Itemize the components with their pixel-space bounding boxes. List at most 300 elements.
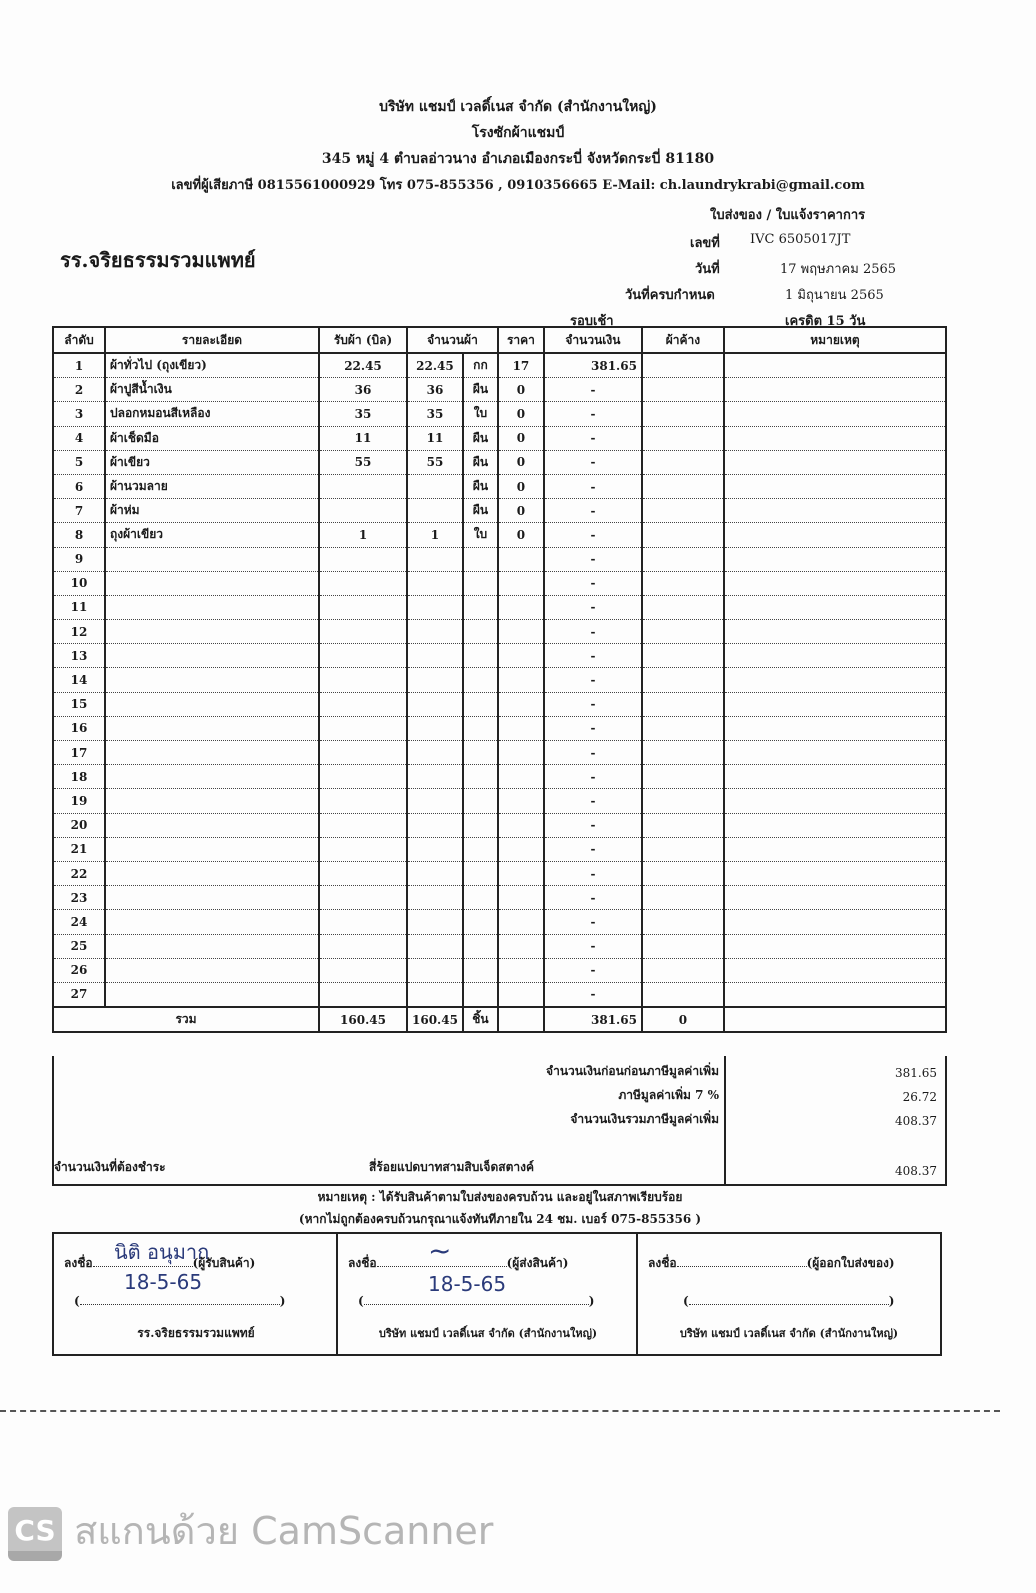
cell-desc: ปลอกหมอนสีเหลือง xyxy=(105,402,319,426)
cell-remark xyxy=(724,886,946,910)
cell-remark xyxy=(724,499,946,523)
cell-desc xyxy=(105,958,319,982)
sig-org: บริษัท แชมป์ เวลดิ์เนส จำกัด (สำนักงานใหญ่) xyxy=(378,1327,598,1340)
vat-value: 26.72 xyxy=(902,1090,937,1104)
cell-price xyxy=(498,861,544,885)
cell-desc xyxy=(105,644,319,668)
cell-qty xyxy=(407,765,463,789)
table-header xyxy=(53,327,946,353)
table-row xyxy=(53,765,946,789)
cell-remark xyxy=(724,450,946,474)
cell-pending xyxy=(642,861,724,885)
cell-recv: 22.45 xyxy=(319,353,407,378)
cell-unit: ผืน xyxy=(463,474,498,498)
cell-no: 19 xyxy=(53,789,105,813)
summary-box xyxy=(52,1056,947,1186)
cell-unit xyxy=(463,765,498,789)
table-row xyxy=(53,595,946,619)
cell-desc: ผ้าทั่วไป (ถุงเขียว) xyxy=(105,353,319,378)
header-recv: รับผ้า (บิล) xyxy=(319,327,407,353)
cell-recv xyxy=(319,886,407,910)
cell-unit: ผืน xyxy=(463,499,498,523)
cell-qty xyxy=(407,861,463,885)
cell-recv: 35 xyxy=(319,402,407,426)
cell-pending xyxy=(642,886,724,910)
cell-desc xyxy=(105,716,319,740)
cell-qty: 35 xyxy=(407,402,463,426)
cell-desc: ผ้าปูสีน้ำเงิน xyxy=(105,378,319,402)
total-pending: 0 xyxy=(642,1007,724,1032)
doc-due: 1 มิถุนายน 2565 xyxy=(785,288,884,303)
cell-unit xyxy=(463,571,498,595)
cell-desc xyxy=(105,886,319,910)
cell-no: 24 xyxy=(53,910,105,934)
cell-no: 5 xyxy=(53,450,105,474)
cell-qty xyxy=(407,620,463,644)
cell-recv xyxy=(319,741,407,765)
cell-pending xyxy=(642,547,724,571)
company-contact: เลขที่ผู้เสียภาษี 0815561000929 โทร 075-855356 , 0910356665 E-Mail: ch.laundrykrabi@gmail.com xyxy=(171,178,865,193)
sig-handwritten-name: นิติ อนุมาก xyxy=(114,1240,210,1264)
signature-box-issuer: ลงชื่อ (ผู้ออกใบส่งของ) ( ) บริษัท แชมป์ เวลดิ์เนส จำกัด (สำนักงานใหญ่) xyxy=(636,1232,942,1356)
cell-remark xyxy=(724,934,946,958)
cell-desc: ผ้าเช็ดมือ xyxy=(105,426,319,450)
cell-amount: - xyxy=(544,837,642,861)
cell-recv xyxy=(319,668,407,692)
cell-amount: - xyxy=(544,934,642,958)
cell-qty xyxy=(407,644,463,668)
cell-desc xyxy=(105,668,319,692)
cell-recv xyxy=(319,910,407,934)
table-row xyxy=(53,837,946,861)
cell-remark xyxy=(724,910,946,934)
total-recv: 160.45 xyxy=(319,1007,407,1032)
table-row xyxy=(53,861,946,885)
cell-price xyxy=(498,982,544,1007)
vat-label: ภาษีมูลค่าเพิ่ม 7 % xyxy=(618,1088,719,1102)
cell-qty: 22.45 xyxy=(407,353,463,378)
cell-recv xyxy=(319,813,407,837)
customer-name: รร.จริยธรรมรวมแพทย์ xyxy=(60,248,256,272)
cell-unit: ผืน xyxy=(463,450,498,474)
cell-recv xyxy=(319,716,407,740)
cell-no: 9 xyxy=(53,547,105,571)
cell-desc: ถุงผ้าเขียว xyxy=(105,523,319,547)
pre-vat-value: 381.65 xyxy=(895,1066,937,1080)
cell-price: 0 xyxy=(498,523,544,547)
camscanner-watermark xyxy=(8,1500,493,1561)
table-row xyxy=(53,789,946,813)
cell-price xyxy=(498,547,544,571)
cell-amount: 381.65 xyxy=(544,353,642,378)
cell-amount: - xyxy=(544,523,642,547)
cell-qty: 36 xyxy=(407,378,463,402)
cell-pending xyxy=(642,910,724,934)
cell-amount: - xyxy=(544,595,642,619)
cell-remark xyxy=(724,402,946,426)
cell-no: 12 xyxy=(53,620,105,644)
cell-remark xyxy=(724,474,946,498)
cell-pending xyxy=(642,789,724,813)
cell-amount: - xyxy=(544,620,642,644)
cell-pending xyxy=(642,934,724,958)
sig-role: (ผู้ออกใบส่งของ) xyxy=(806,1256,895,1270)
cell-pending xyxy=(642,692,724,716)
cell-price xyxy=(498,571,544,595)
cell-desc xyxy=(105,741,319,765)
cell-no: 26 xyxy=(53,958,105,982)
cell-no: 17 xyxy=(53,741,105,765)
cell-qty: 11 xyxy=(407,426,463,450)
header-amount: จำนวนเงิน xyxy=(544,327,642,353)
cell-qty xyxy=(407,499,463,523)
cell-pending xyxy=(642,523,724,547)
cell-desc xyxy=(105,934,319,958)
sig-prefix: ลงชื่อ xyxy=(648,1256,677,1270)
cell-price xyxy=(498,789,544,813)
table-row xyxy=(53,813,946,837)
cell-pending xyxy=(642,741,724,765)
cell-price xyxy=(498,934,544,958)
cell-pending xyxy=(642,450,724,474)
cell-remark xyxy=(724,378,946,402)
cell-pending xyxy=(642,402,724,426)
table-row xyxy=(53,982,946,1007)
cell-recv xyxy=(319,595,407,619)
table-row xyxy=(53,620,946,644)
table-row xyxy=(53,426,946,450)
cell-no: 27 xyxy=(53,982,105,1007)
cell-amount: - xyxy=(544,765,642,789)
cell-desc xyxy=(105,547,319,571)
cell-no: 14 xyxy=(53,668,105,692)
cell-remark xyxy=(724,765,946,789)
note-line-2: (หากไม่ถูกต้องครบถ้วนกรุณาแจ้งทันทีภายใน 24 ชม. เบอร์ 075-855356 ) xyxy=(298,1212,702,1226)
cell-desc: ผ้านวมลาย xyxy=(105,474,319,498)
cell-amount: - xyxy=(544,716,642,740)
cell-recv xyxy=(319,789,407,813)
cell-no: 10 xyxy=(53,571,105,595)
table-row xyxy=(53,886,946,910)
cell-amount: - xyxy=(544,378,642,402)
cell-price xyxy=(498,668,544,692)
cell-desc: ผ้าห่ม xyxy=(105,499,319,523)
table-row xyxy=(53,474,946,498)
cell-unit xyxy=(463,837,498,861)
cell-recv xyxy=(319,934,407,958)
cell-no: 6 xyxy=(53,474,105,498)
table-row xyxy=(53,499,946,523)
cell-no: 25 xyxy=(53,934,105,958)
cell-pending xyxy=(642,668,724,692)
cell-no: 23 xyxy=(53,886,105,910)
cell-remark xyxy=(724,523,946,547)
cell-price: 0 xyxy=(498,378,544,402)
sig-org: บริษัท แชมป์ เวลดิ์เนส จำกัด (สำนักงานใหญ่) xyxy=(679,1327,899,1340)
table-row xyxy=(53,668,946,692)
cell-no: 1 xyxy=(53,353,105,378)
cell-unit xyxy=(463,886,498,910)
cell-amount: - xyxy=(544,958,642,982)
cell-no: 18 xyxy=(53,765,105,789)
header-price: ราคา xyxy=(498,327,544,353)
payable-label: จำนวนเงินที่ต้องชำระ xyxy=(54,1160,166,1174)
cell-unit xyxy=(463,741,498,765)
cell-qty xyxy=(407,837,463,861)
cell-no: 8 xyxy=(53,523,105,547)
cell-no: 20 xyxy=(53,813,105,837)
cell-price: 0 xyxy=(498,402,544,426)
cell-amount: - xyxy=(544,402,642,426)
cell-no: 22 xyxy=(53,861,105,885)
cell-qty xyxy=(407,813,463,837)
table-row xyxy=(53,353,946,378)
cell-remark xyxy=(724,982,946,1007)
cell-unit xyxy=(463,716,498,740)
total-label: รวม xyxy=(53,1007,319,1032)
cell-desc xyxy=(105,813,319,837)
sig-handwritten-name: ~ xyxy=(428,1234,452,1267)
cell-amount: - xyxy=(544,474,642,498)
header-no: ลำดับ xyxy=(53,327,105,353)
cell-amount: - xyxy=(544,861,642,885)
cell-no: 11 xyxy=(53,595,105,619)
cell-price xyxy=(498,910,544,934)
cell-amount: - xyxy=(544,450,642,474)
cell-remark xyxy=(724,620,946,644)
cell-unit xyxy=(463,958,498,982)
cell-remark xyxy=(724,813,946,837)
cell-price xyxy=(498,741,544,765)
cell-qty xyxy=(407,595,463,619)
header-desc: รายละเอียด xyxy=(105,327,319,353)
cell-qty xyxy=(407,474,463,498)
cell-price: 0 xyxy=(498,426,544,450)
cell-pending xyxy=(642,474,724,498)
sig-role: (ผู้รับสินค้า) xyxy=(192,1256,256,1270)
cell-qty xyxy=(407,668,463,692)
cell-pending xyxy=(642,813,724,837)
table-row xyxy=(53,692,946,716)
table-row xyxy=(53,378,946,402)
signature-box-receiver: ลงชื่อ (ผู้รับสินค้า) นิติ อนุมาก 18-5-65 ( ) รร.จริยธรรมรวมแพทย์ xyxy=(52,1232,338,1356)
cell-recv xyxy=(319,692,407,716)
cell-recv xyxy=(319,644,407,668)
cell-pending xyxy=(642,982,724,1007)
cell-recv xyxy=(319,571,407,595)
cell-no: 3 xyxy=(53,402,105,426)
cell-remark xyxy=(724,741,946,765)
table-row xyxy=(53,523,946,547)
cell-amount: - xyxy=(544,813,642,837)
cell-amount: - xyxy=(544,910,642,934)
cell-amount: - xyxy=(544,692,642,716)
cell-qty xyxy=(407,741,463,765)
total-price xyxy=(498,1007,544,1032)
watermark-text: สแกนด้วย CamScanner xyxy=(74,1509,494,1553)
cell-remark xyxy=(724,789,946,813)
sig-prefix: ลงชื่อ xyxy=(348,1256,377,1270)
cell-recv xyxy=(319,837,407,861)
branch-name: โรงซักผ้าแชมป์ xyxy=(471,125,565,141)
cell-remark xyxy=(724,716,946,740)
payable-words: สี่ร้อยแปดบาทสามสิบเจ็ดสตางค์ xyxy=(369,1160,534,1174)
sig-handwritten-date: 18-5-65 xyxy=(428,1272,507,1296)
cell-unit xyxy=(463,982,498,1007)
sig-prefix: ลงชื่อ xyxy=(64,1256,93,1270)
cell-recv: 36 xyxy=(319,378,407,402)
cell-remark xyxy=(724,353,946,378)
cell-recv xyxy=(319,499,407,523)
doc-credit: เครดิต 15 วัน xyxy=(785,314,866,329)
total-unit: ชิ้น xyxy=(463,1007,498,1032)
cell-qty xyxy=(407,547,463,571)
total-row xyxy=(53,1007,946,1032)
cell-unit xyxy=(463,595,498,619)
cell-pending xyxy=(642,765,724,789)
cell-desc xyxy=(105,765,319,789)
cell-pending xyxy=(642,595,724,619)
cell-remark xyxy=(724,426,946,450)
cell-no: 16 xyxy=(53,716,105,740)
cell-amount: - xyxy=(544,886,642,910)
cell-pending xyxy=(642,571,724,595)
cell-recv xyxy=(319,474,407,498)
cell-price xyxy=(498,644,544,668)
page-fold-edge xyxy=(0,1410,1000,1412)
cell-qty xyxy=(407,910,463,934)
cell-no: 13 xyxy=(53,644,105,668)
header-remark: หมายเหตุ xyxy=(724,327,946,353)
cell-desc xyxy=(105,861,319,885)
cell-qty xyxy=(407,982,463,1007)
cell-desc xyxy=(105,571,319,595)
doc-round: รอบเช้า xyxy=(570,314,614,329)
table-row xyxy=(53,402,946,426)
cell-desc xyxy=(105,692,319,716)
cell-qty xyxy=(407,716,463,740)
cell-unit: ผืน xyxy=(463,378,498,402)
cell-desc: ผ้าเขียว xyxy=(105,450,319,474)
signature-box-sender: ลงชื่อ (ผู้ส่งสินค้า) ~ 18-5-65 ( ) บริษัท แชมป์ เวลดิ์เนส จำกัด (สำนักงานใหญ่) xyxy=(336,1232,638,1356)
cell-unit xyxy=(463,620,498,644)
cell-price xyxy=(498,595,544,619)
cell-remark xyxy=(724,644,946,668)
table-row xyxy=(53,958,946,982)
cell-no: 4 xyxy=(53,426,105,450)
doc-date-label: วันที่ xyxy=(695,262,720,277)
cell-remark xyxy=(724,571,946,595)
cell-recv: 11 xyxy=(319,426,407,450)
doc-date: 17 พฤษภาคม 2565 xyxy=(780,262,897,277)
cell-price xyxy=(498,765,544,789)
sig-org: รร.จริยธรรมรวมแพทย์ xyxy=(137,1326,255,1340)
cell-amount: - xyxy=(544,571,642,595)
cell-unit xyxy=(463,692,498,716)
cell-unit xyxy=(463,789,498,813)
cell-amount: - xyxy=(544,982,642,1007)
sig-handwritten-date: 18-5-65 xyxy=(124,1270,203,1294)
cell-price xyxy=(498,813,544,837)
total-remark xyxy=(724,1007,946,1032)
cell-pending xyxy=(642,958,724,982)
cell-remark xyxy=(724,861,946,885)
cell-remark xyxy=(724,692,946,716)
cell-price: 0 xyxy=(498,499,544,523)
cell-no: 15 xyxy=(53,692,105,716)
cell-recv: 55 xyxy=(319,450,407,474)
table-row xyxy=(53,450,946,474)
camscanner-logo-icon: CS xyxy=(8,1507,62,1561)
cell-price xyxy=(498,886,544,910)
pre-vat-label: จำนวนเงินก่อนก่อนภาษีมูลค่าเพิ่ม xyxy=(546,1064,719,1078)
cell-price: 0 xyxy=(498,450,544,474)
cell-price xyxy=(498,837,544,861)
cell-remark xyxy=(724,547,946,571)
table-row xyxy=(53,571,946,595)
cell-price xyxy=(498,620,544,644)
cell-unit xyxy=(463,668,498,692)
cell-remark xyxy=(724,958,946,982)
cell-unit: ใบ xyxy=(463,523,498,547)
company-address: 345 หมู่ 4 ตำบลอ่าวนาง อำเภอเมืองกระบี่ จังหวัดกระบี่ 81180 xyxy=(321,151,715,167)
cell-qty xyxy=(407,886,463,910)
cell-no: 21 xyxy=(53,837,105,861)
cell-recv xyxy=(319,547,407,571)
cell-amount: - xyxy=(544,426,642,450)
total-vat-label: จำนวนเงินรวมภาษีมูลค่าเพิ่ม xyxy=(570,1112,719,1126)
cell-recv xyxy=(319,982,407,1007)
cell-amount: - xyxy=(544,644,642,668)
cell-pending xyxy=(642,353,724,378)
doc-number-label: เลขที่ xyxy=(690,236,720,251)
total-vat-value: 408.37 xyxy=(895,1114,937,1128)
total-qty: 160.45 xyxy=(407,1007,463,1032)
cell-desc xyxy=(105,837,319,861)
sig-role: (ผู้ส่งสินค้า) xyxy=(506,1256,569,1270)
cell-recv: 1 xyxy=(319,523,407,547)
cell-pending xyxy=(642,644,724,668)
cell-price xyxy=(498,958,544,982)
cell-pending xyxy=(642,716,724,740)
total-amount: 381.65 xyxy=(544,1007,642,1032)
cell-unit: กก xyxy=(463,353,498,378)
table-row xyxy=(53,741,946,765)
cell-pending xyxy=(642,499,724,523)
cell-price: 0 xyxy=(498,474,544,498)
doc-number: IVC 6505017JT xyxy=(750,232,851,247)
cell-pending xyxy=(642,837,724,861)
cell-unit xyxy=(463,910,498,934)
cell-pending xyxy=(642,620,724,644)
cell-no: 7 xyxy=(53,499,105,523)
cell-unit xyxy=(463,547,498,571)
table-row xyxy=(53,910,946,934)
payable-value: 408.37 xyxy=(895,1164,937,1178)
cell-qty xyxy=(407,934,463,958)
cell-recv xyxy=(319,958,407,982)
cell-desc xyxy=(105,789,319,813)
cell-unit xyxy=(463,861,498,885)
cell-qty xyxy=(407,789,463,813)
cell-price: 17 xyxy=(498,353,544,378)
company-name: บริษัท แชมป์ เวลดิ์เนส จำกัด (สำนักงานใหญ่) xyxy=(379,99,657,115)
cell-remark xyxy=(724,668,946,692)
cell-remark xyxy=(724,595,946,619)
table-row xyxy=(53,644,946,668)
cell-qty: 1 xyxy=(407,523,463,547)
cell-amount: - xyxy=(544,668,642,692)
